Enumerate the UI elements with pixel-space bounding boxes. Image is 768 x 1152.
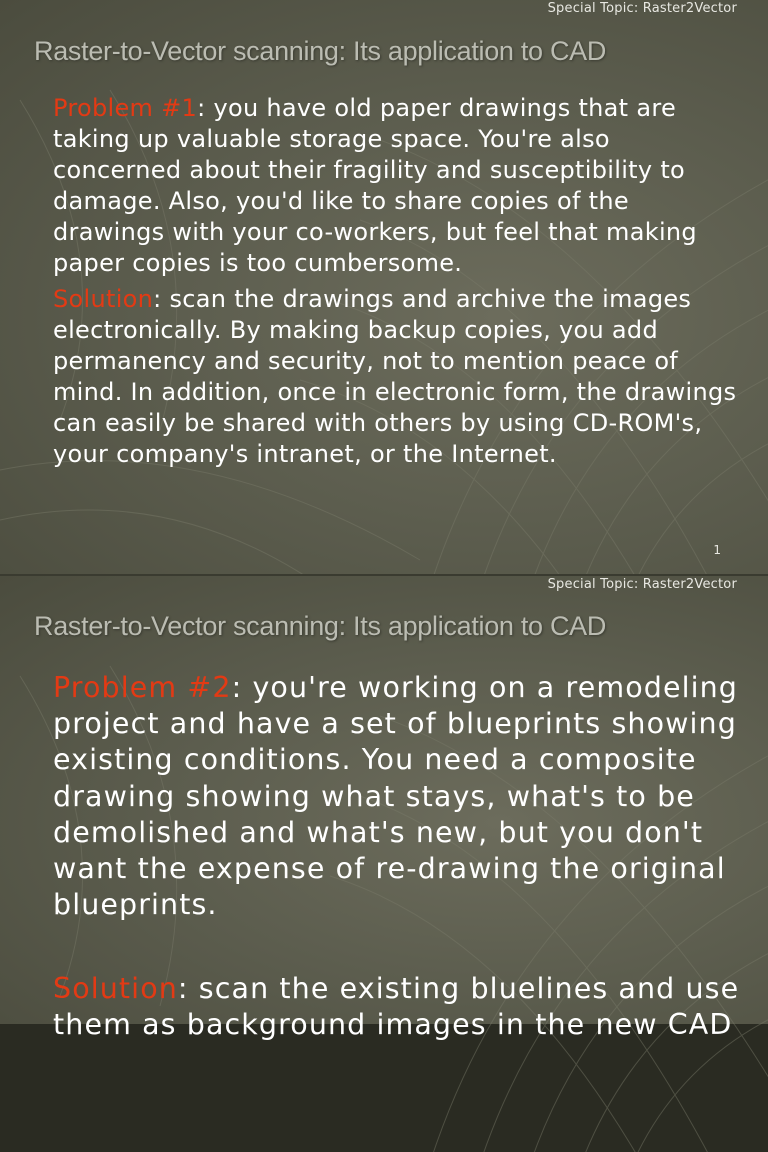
slide-title: Raster-to-Vector scanning: Its application to CAD — [34, 611, 607, 641]
problem-keyword: Problem #2 — [53, 671, 232, 704]
bullet-text: you're working on a remodeling project and have a set of blueprints showing existing conditions. You need a composite drawing showing what stays, what's to be demolished and what's new, but you don't want the expense of re-drawing the original blueprints. — [53, 671, 738, 922]
bullet-separator: : — [177, 972, 199, 1005]
problem-bullet — [53, 670, 753, 923]
header-tag: Special Topic: Raster2Vector — [547, 577, 737, 592]
bullet-separator: : — [197, 94, 214, 122]
solution-keyword: Solution — [53, 285, 154, 313]
bullet-text: scan the existing bluelines and use them as background images in the new CAD — [53, 972, 740, 1042]
solution-bullet — [53, 284, 743, 470]
bullet-text: you have old paper drawings that are taking up valuable storage space. You're also concerned about their fragility and susceptibility to damage. Also, you'd like to share copies of the drawings with your co-workers, but feel that making paper copies is too cumbersome. — [53, 94, 697, 277]
solution-keyword: Solution — [53, 972, 178, 1005]
bullet-separator: : — [231, 671, 253, 704]
bullet-separator: : — [153, 285, 170, 313]
slide-number: 1 — [713, 543, 721, 557]
bullet-text: scan the drawings and archive the images electronically. By making backup copies, you add permanency and security, not to mention peace of mind. In addition, once in electronic form, the drawings can easily be shared with others by using CD-ROM's, your company's intranet, or the Internet. — [53, 285, 737, 468]
header-tag: Special Topic: Raster2Vector — [547, 1, 737, 16]
problem-bullet — [53, 93, 743, 279]
slide-title: Raster-to-Vector scanning: Its application to CAD — [34, 36, 607, 66]
slide-2 — [0, 576, 768, 1042]
solution-bullet — [53, 971, 753, 1043]
problem-keyword: Problem #1 — [53, 94, 198, 122]
